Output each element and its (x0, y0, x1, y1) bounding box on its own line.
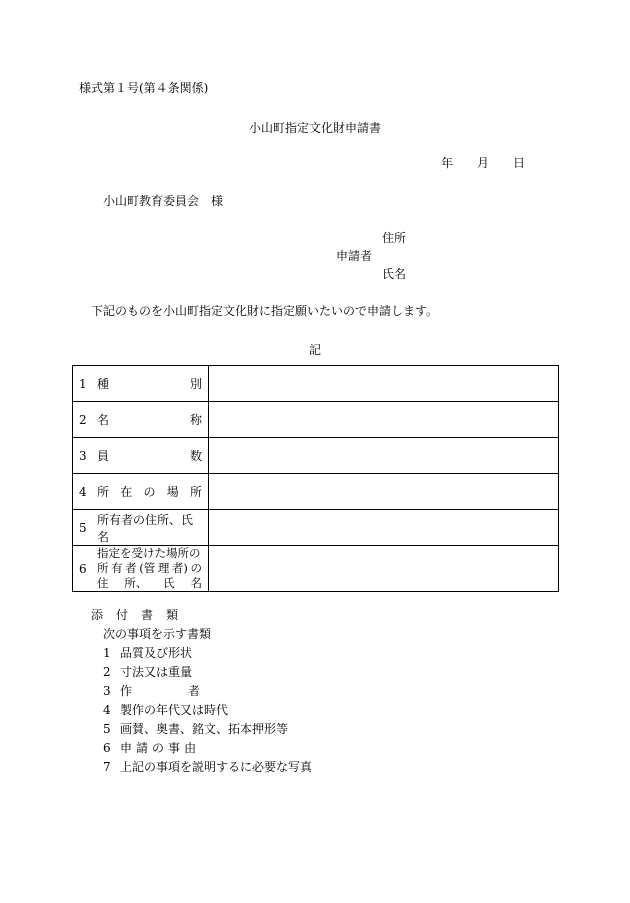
row-number: 1 (79, 376, 87, 391)
request-text: 下記のものを小山町指定文化財に指定願いたいので申請します。 (91, 304, 439, 318)
table-row (73, 438, 559, 474)
row-label-manager: 6 指定を受けた場所の 所 有 者 (管 理 者) の 住 所、 氏 名 (73, 546, 209, 592)
attachments-heading: 添 付 書 類 (91, 608, 179, 622)
list-item: 1 品質及び形状 (103, 646, 193, 660)
date-day: 日 (513, 156, 526, 170)
row-value-count[interactable] (209, 438, 559, 474)
row-number: 3 (79, 448, 87, 463)
ki-heading: 記 (308, 343, 321, 357)
table-row (73, 366, 559, 402)
row-value-manager[interactable] (209, 546, 559, 592)
applicant-name-label: 氏名 (382, 267, 407, 281)
list-item: 2 寸法又は重量 (103, 665, 193, 679)
row-number: 6 (79, 561, 87, 576)
list-item: 5 画賛、奥書、銘文、拓本押形等 (103, 722, 289, 736)
row-value-owner[interactable] (209, 510, 559, 546)
table-row (73, 402, 559, 438)
list-item: 6 申 請 の 事 由 (103, 741, 197, 755)
row-value-location[interactable] (209, 474, 559, 510)
date-month: 月 (477, 156, 490, 170)
list-item: 4 製作の年代又は時代 (103, 703, 229, 717)
row-number: 4 (79, 484, 87, 499)
table-row (73, 546, 559, 592)
row-label-location: 4 所 在 の 場 所 (73, 474, 209, 510)
applicant-address-label: 住所 (382, 231, 407, 245)
addressee: 小山町教育委員会 様 (103, 194, 224, 208)
items-table (72, 365, 559, 592)
applicant-label: 申請者 (336, 249, 373, 263)
table-row (73, 510, 559, 546)
row-label-owner: 5 所有者の住所、氏名 (73, 510, 209, 546)
date-line (441, 156, 525, 170)
row-value-name[interactable] (209, 402, 559, 438)
row-label-name: 2 名 称 (73, 402, 209, 438)
row-value-kind[interactable] (209, 366, 559, 402)
row-number: 2 (79, 412, 87, 427)
list-item: 7 上記の事項を説明するに必要な写真 (103, 760, 313, 774)
row-number: 5 (79, 520, 87, 535)
table-row (73, 474, 559, 510)
row-label-count: 3 員 数 (73, 438, 209, 474)
attachments-subheading: 次の事項を示す書類 (103, 627, 212, 641)
list-item: 3 作 者 (103, 684, 201, 698)
row-label-kind: 1 種 別 (73, 366, 209, 402)
document-title: 小山町指定文化財申請書 (248, 121, 381, 135)
date-year: 年 (441, 156, 454, 170)
form-number: 様式第１号(第４条関係) (79, 81, 209, 95)
